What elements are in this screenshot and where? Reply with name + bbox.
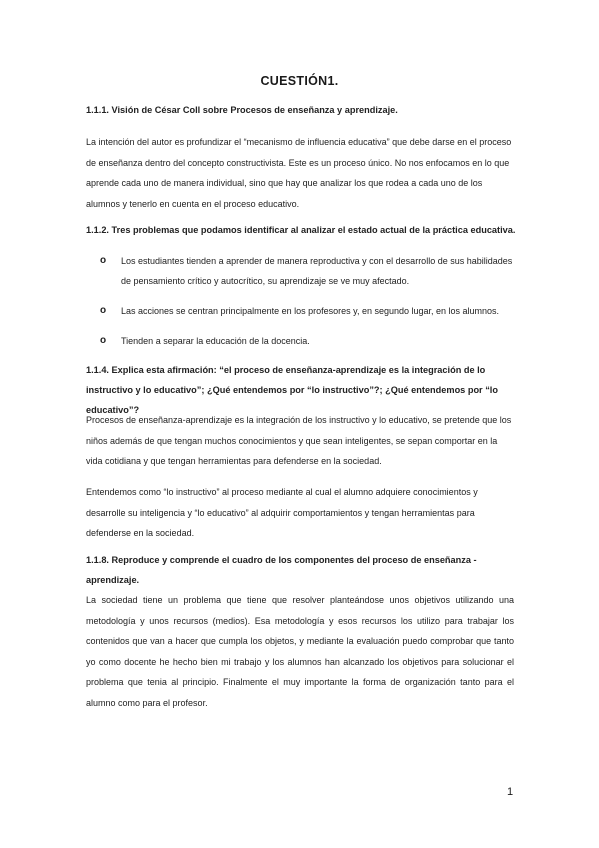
page-title: CUESTIÓN1. [260, 74, 339, 88]
list-item-text: Tienden a separar la educación de la docencia. [121, 336, 310, 346]
page-number: 1 [507, 786, 514, 798]
list-item [100, 301, 520, 321]
bullet-icon: o [100, 305, 107, 316]
list-item-text: Las acciones se centran principalmente en los profesores y, en segundo lugar, en los alumnos. [121, 306, 500, 316]
section-paragraph-1-1-4-b: Entendemos como “lo instructivo” al proceso mediante al cual el alumno adquiere conocimientos y desarrolle su inteligencia y “lo educativo” al adquirir comportamientos y tengan herramientas para defenderse en la sociedad. [86, 487, 478, 538]
section-paragraph-1-1-8: La sociedad tiene un problema que tiene que resolver planteándose unos objetivos utilizando una metodología y unos recursos (medios). Esa metodología y esos recursos los utilizo para trabajar los contenidos que van a hacer que cumpla los objetos, y mediante la evaluación puedo comprobar que tanto yo como docente he hecho bien mi trabajo y los alumnos han alcanzado los objetivos para solucionar el problema que tenia al principio. Finalmente el muy importante la forma de organización tanto para el alumno como para el profesor. [86, 595, 514, 708]
list-item-text: Los estudiantes tienden a aprender de manera reproductiva y con el desarrollo de sus habilidades de pensamiento crítico y autocrítico, su aprendizaje se ve muy afectado. [121, 256, 513, 286]
section-paragraph-1-1-1: La intención del autor es profundizar el “mecanismo de influencia educativa” que debe darse en el proceso de enseñanza dentro del concepto constructivista. Este es un proceso único. No nos enfocamos en lo que aprende cada uno de manera individual, sino que hay que analizar los que rodea a cada uno de los alumnos y tenerlo en cuenta en el proceso educativo. [86, 137, 512, 209]
section-heading-1-1-4: 1.1.4. Explica esta afirmación: “el proceso de enseñanza-aprendizaje es la integración de lo instructivo y lo educativo”; ¿Qué entendemos por “lo instructivo”?; ¿Qué entendemos por “lo educativo”? [86, 365, 498, 415]
bullet-icon: o [100, 335, 107, 346]
section-paragraph-1-1-4-a: Procesos de enseñanza-aprendizaje es la integración de los instructivo y lo educativo, se pretende que los niños además de que tengan muchos conocimientos y que sean inteligentes, se sepan comportar en la vida cotidiana y que tengan herramientas para defenderse en la sociedad. [86, 415, 512, 466]
list-item [100, 251, 520, 291]
bullet-icon: o [100, 255, 107, 266]
list-item [100, 331, 520, 351]
section-heading-1-1-1: 1.1.1. Visión de César Coll sobre Procesos de enseñanza y aprendizaje. [86, 105, 398, 115]
problems-list [100, 251, 520, 361]
section-heading-1-1-8: 1.1.8. Reproduce y comprende el cuadro de los componentes del proceso de enseñanza - aprendizaje. [86, 555, 477, 585]
section-heading-1-1-2: 1.1.2. Tres problemas que podamos identificar al analizar el estado actual de la práctica educativa. [86, 225, 516, 235]
